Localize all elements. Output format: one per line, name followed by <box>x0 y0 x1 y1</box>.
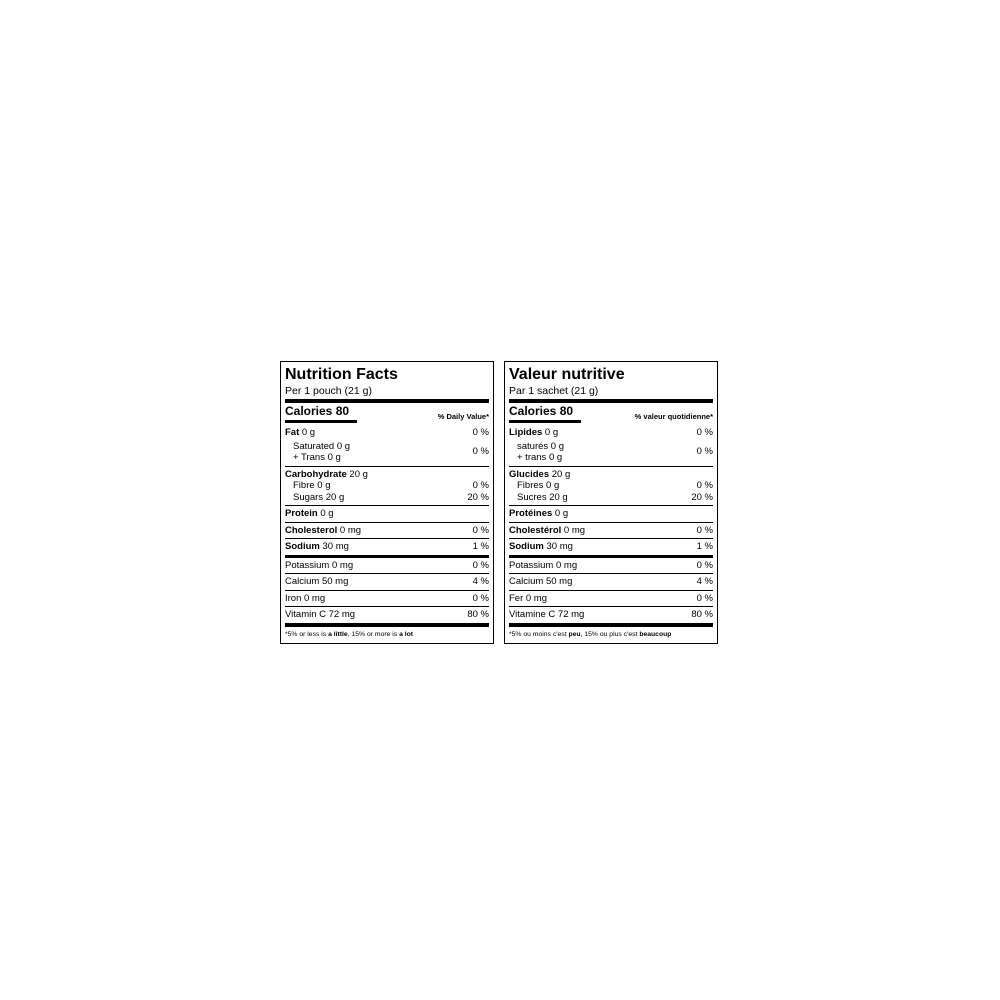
cholesterol-row <box>509 522 713 539</box>
nutrient-label: Vitamine C 72 mg <box>509 609 585 620</box>
footnote-bold: peu <box>568 630 581 638</box>
saturated-amount: Saturated 0 g <box>293 440 351 452</box>
nutrient-amount: 20 g <box>549 468 571 480</box>
panel-title: Valeur nutritive <box>509 366 625 383</box>
calories-underline <box>285 420 357 423</box>
nutrient-amount: 30 mg <box>319 541 349 552</box>
footnote <box>509 630 713 639</box>
nutrient-amount: 0 mg <box>561 524 586 536</box>
calories-label: Calories 80 <box>509 404 574 418</box>
nutrient-name: Glucides <box>509 468 550 480</box>
nutrient-dv: 1 % <box>472 541 489 552</box>
nutrient-label: Potassium 0 mg <box>509 559 578 571</box>
nutrient-dv: 80 % <box>691 609 713 620</box>
sugars-amount: Sugars 20 g <box>293 491 345 503</box>
nutrient-name: Sodium <box>285 541 320 552</box>
potassium-row <box>509 555 713 574</box>
calories-underline <box>509 420 581 423</box>
nutrient-name: Cholestérol <box>509 524 562 536</box>
calcium-row <box>509 573 713 590</box>
nutrient-name: Protein <box>285 508 318 519</box>
nutrient-dv: 0 % <box>472 592 489 604</box>
sodium-row <box>285 538 489 555</box>
iron-row <box>509 590 713 607</box>
carbohydrate-block <box>285 466 489 506</box>
nutrient-label: Calcium 50 mg <box>509 576 573 587</box>
footnote-text: , 15% or more is <box>347 630 400 638</box>
nutrition-facts-panel-en <box>280 361 494 644</box>
vitamin-c-row <box>285 606 489 623</box>
nutrient-dv: 0 % <box>696 592 713 604</box>
daily-value-header: % valeur quotidienne* <box>634 412 713 421</box>
saturated-trans-dv: 0 % <box>472 446 489 458</box>
fibre-dv: 0 % <box>696 480 713 491</box>
fibre-amount: Fibres 0 g <box>517 480 560 491</box>
thick-divider <box>509 623 713 627</box>
saturated-trans-dv: 0 % <box>696 446 713 458</box>
saturated-trans-row <box>509 441 713 466</box>
nutrient-amount: 0 mg <box>337 524 362 536</box>
nutrient-amount: 0 g <box>299 427 316 438</box>
nutrition-facts-panel-fr <box>504 361 718 644</box>
footnote-bold: a little <box>328 630 348 638</box>
footnote-text: *5% ou moins c'est <box>509 630 569 638</box>
footnote-bold: a lot <box>399 630 414 638</box>
potassium-row <box>285 555 489 574</box>
footnote-text: , 15% ou plus c'est <box>580 630 640 638</box>
calories-label: Calories 80 <box>285 404 350 418</box>
sugars-amount: Sucres 20 g <box>517 491 568 503</box>
nutrient-dv: 0 % <box>696 427 713 438</box>
footnote <box>285 630 489 639</box>
nutrient-dv: 80 % <box>467 609 489 620</box>
calcium-row <box>285 573 489 590</box>
footnote-bold: beaucoup <box>639 630 672 638</box>
nutrient-dv: 0 % <box>696 524 713 536</box>
cholesterol-row <box>285 522 489 539</box>
nutrient-label: Calcium 50 mg <box>285 576 349 587</box>
trans-amount: + Trans 0 g <box>293 452 341 463</box>
nutrient-name: Protéines <box>509 508 553 519</box>
daily-value-header: % Daily Value* <box>437 412 489 421</box>
nutrient-dv: 0 % <box>472 524 489 536</box>
sugars-dv: 20 % <box>467 491 489 503</box>
nutrient-amount: 0 g <box>542 427 559 438</box>
nutrient-label: Iron 0 mg <box>285 592 326 604</box>
nutrient-amount: 0 g <box>552 508 569 519</box>
panel-title: Nutrition Facts <box>285 366 398 383</box>
protein-row <box>285 505 489 522</box>
fibre-amount: Fibre 0 g <box>293 480 331 491</box>
calories-row <box>509 403 713 423</box>
nutrient-amount: 30 mg <box>543 541 573 552</box>
serving-size: Par 1 sachet (21 g) <box>509 385 599 397</box>
nutrient-name: Lipides <box>509 427 543 438</box>
nutrient-dv: 1 % <box>696 541 713 552</box>
saturated-trans-row <box>285 441 489 466</box>
serving-size: Per 1 pouch (21 g) <box>285 385 372 397</box>
fat-row <box>285 425 489 441</box>
sodium-row <box>509 538 713 555</box>
vitamin-c-row <box>509 606 713 623</box>
nutrient-dv: 0 % <box>472 559 489 571</box>
sugars-dv: 20 % <box>691 491 713 503</box>
footnote-text: *5% or less is <box>285 630 329 638</box>
nutrient-name: Carbohydrate <box>285 468 347 480</box>
nutrient-amount: 20 g <box>346 468 368 480</box>
protein-row <box>509 505 713 522</box>
nutrient-name: Fat <box>285 427 300 438</box>
nutrient-dv: 4 % <box>472 576 489 587</box>
nutrient-label: Vitamin C 72 mg <box>285 609 356 620</box>
nutrient-name: Sodium <box>509 541 544 552</box>
nutrient-name: Cholesterol <box>285 524 338 536</box>
nutrient-label: Fer 0 mg <box>509 592 548 604</box>
nutrient-dv: 4 % <box>696 576 713 587</box>
iron-row <box>285 590 489 607</box>
nutrient-amount: 0 g <box>317 508 334 519</box>
carbohydrate-block <box>509 466 713 506</box>
saturated-amount: saturés 0 g <box>517 440 564 452</box>
nutrient-dv: 0 % <box>472 427 489 438</box>
trans-amount: + trans 0 g <box>517 452 563 463</box>
fat-row <box>509 425 713 441</box>
calories-row <box>285 403 489 423</box>
thick-divider <box>285 623 489 627</box>
nutrient-dv: 0 % <box>696 559 713 571</box>
fibre-dv: 0 % <box>472 480 489 491</box>
nutrient-label: Potassium 0 mg <box>285 559 354 571</box>
